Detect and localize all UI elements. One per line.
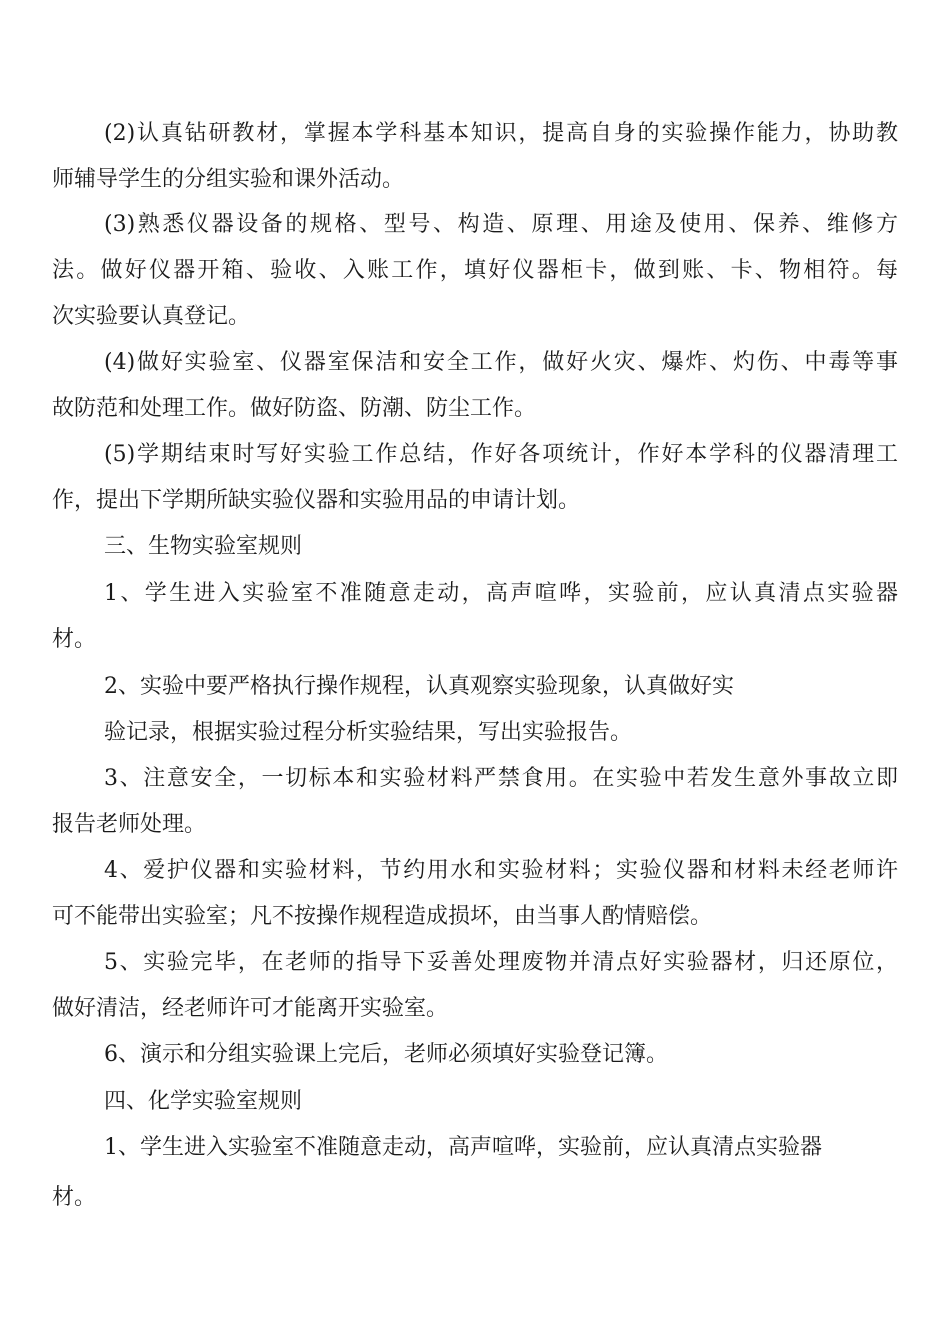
text-line: 作，提出下学期所缺实验仪器和实验用品的申请计划。 (52, 488, 581, 513)
text-line: 1、学生进入实验室不准随意走动，高声喧哗，实验前，应认真清点实验器 (104, 581, 898, 606)
text-line: 次实验要认真登记。 (52, 304, 251, 329)
text-line: (2)认真钻研教材，掌握本学科基本知识，提高自身的实验操作能力，协助教 (104, 121, 898, 146)
text-line: 5、实验完毕，在老师的指导下妥善处理废物并清点好实验器材，归还原位， (104, 950, 898, 975)
section-heading: 四、化学实验室规则 (104, 1089, 303, 1114)
text-line: (3)熟悉仪器设备的规格、型号、构造、原理、用途及使用、保养、维修方 (104, 212, 898, 237)
text-line: 师辅导学生的分组实验和课外活动。 (52, 167, 405, 192)
text-line: 3、注意安全，一切标本和实验材料严禁食用。在实验中若发生意外事故立即 (104, 766, 898, 791)
text-line: (5)学期结束时写好实验工作总结，作好各项统计，作好本学科的仪器清理工 (104, 442, 898, 467)
text-line: 4、爱护仪器和实验材料，节约用水和实验材料；实验仪器和材料未经老师许 (104, 858, 898, 883)
text-line: 材。 (52, 1185, 97, 1210)
text-line: 验记录，根据实验过程分析实验结果，写出实验报告。 (104, 720, 633, 745)
text-line: 材。 (52, 627, 97, 652)
text-line: 法。做好仪器开箱、验收、入账工作，填好仪器柜卡，做到账、卡、物相符。每 (52, 258, 898, 283)
text-line: 报告老师处理。 (52, 812, 207, 837)
text-line: 做好清洁，经老师许可才能离开实验室。 (52, 996, 449, 1021)
text-line: 1、学生进入实验室不准随意走动，高声喧哗，实验前，应认真清点实验器 (104, 1135, 822, 1160)
text-line: (4)做好实验室、仪器室保洁和安全工作，做好火灾、爆炸、灼伤、中毒等事 (104, 350, 898, 375)
text-line: 故防范和处理工作。做好防盗、防潮、防尘工作。 (52, 396, 537, 421)
text-line: 6、演示和分组实验课上完后，老师必须填好实验登记簿。 (104, 1042, 668, 1067)
section-heading: 三、生物实验室规则 (104, 534, 303, 559)
text-line: 可不能带出实验室；凡不按操作规程造成损坏，由当事人酌情赔偿。 (52, 904, 713, 929)
text-line: 2、实验中要严格执行操作规程，认真观察实验现象，认真做好实 (104, 674, 734, 699)
